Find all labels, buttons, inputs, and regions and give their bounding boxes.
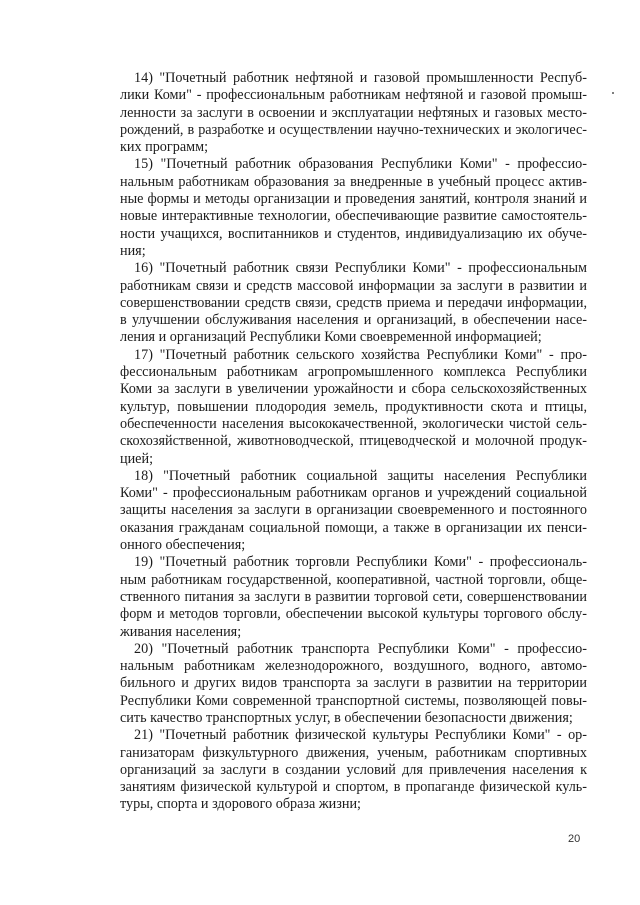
list-item xyxy=(120,641,587,727)
text-line: нальным работникам образования за внедренные в учебный процесс актив- xyxy=(120,173,587,190)
list-item xyxy=(120,156,587,260)
text-line: бильного и других видов транспорта за заслуги в развитии на территории xyxy=(120,675,587,692)
text-line: в улучшении обслуживания населения и организаций, в обеспечении насе- xyxy=(120,312,587,329)
text-line: ности учащихся, воспитанников и студентов, индивидуализацию их обуче- xyxy=(120,225,587,242)
text-line: скохозяйственной, животноводческой, птицеводческой и молочной продук- xyxy=(120,433,587,450)
text-line: защиты населения за заслуги в организации своевременного и постоянного xyxy=(120,502,587,519)
text-line: ственного питания за заслуги в развитии торговой сети, совершенствовании xyxy=(120,588,587,605)
text-line: 19) "Почетный работник торговли Республики Коми" - профессиональ- xyxy=(134,554,587,571)
text-line: 18) "Почетный работник социальной защиты населения Республики xyxy=(134,467,587,484)
text-line: Коми за заслуги в увеличении урожайности и сбора сельскохозяйственных xyxy=(120,381,587,398)
list-item xyxy=(120,468,587,554)
list-item xyxy=(120,554,587,640)
text-line: 16) "Почетный работник связи Республики Коми" - профессиональным xyxy=(134,260,587,277)
text-line: ганизаторам физкультурного движения, ученым, работникам спортивных xyxy=(120,744,587,761)
text-line: ния; xyxy=(120,242,146,259)
document-body xyxy=(120,70,587,814)
text-line: нальным работникам железнодорожного, воздушного, водного, автомо- xyxy=(120,658,587,675)
text-line: фессиональным работникам агропромышленного комплекса Республики xyxy=(120,364,587,381)
list-item xyxy=(120,260,587,346)
list-item xyxy=(120,347,587,468)
text-line: работникам связи и средств массовой информации за заслуги в развитии и xyxy=(120,277,587,294)
text-line: туры, спорта и здорового образа жизни; xyxy=(120,796,361,813)
page-number: 20 xyxy=(568,833,581,845)
list-item xyxy=(120,727,587,813)
text-line: обеспеченности населения высококачественной, экологически чистой сель- xyxy=(120,415,587,432)
text-line: ких программ; xyxy=(120,139,209,156)
text-line: ления и организаций Республики Коми своевременной информацией; xyxy=(120,329,542,346)
text-line: 17) "Почетный работник сельского хозяйства Республики Коми" - про- xyxy=(134,346,587,363)
text-line: культур, повышении плодородия земель, продуктивности скота и птицы, xyxy=(120,398,587,415)
text-line: рождений, в разработке и осуществлении научно-технических и экологичес- xyxy=(120,121,587,138)
text-line: онного обеспечения; xyxy=(120,537,246,554)
text-line: ные формы и методы организации и проведения занятий, контроля знаний и xyxy=(120,191,587,208)
text-line: цией; xyxy=(120,450,154,467)
text-line: ным работникам государственной, кооперативной, частной торговли, обще- xyxy=(120,571,587,588)
text-line: Республики Коми современной транспортной системы, позволяющей повы- xyxy=(120,692,587,709)
text-line: лики Коми" - профессиональным работникам нефтяной и газовой промыш- xyxy=(120,87,587,104)
text-line: 20) "Почетный работник транспорта Республики Коми" - профессио- xyxy=(134,640,587,657)
text-line: занятиям физической культурой и спортом, в пропаганде физической куль- xyxy=(120,779,587,796)
text-line: совершенствовании средств связи, средств приема и передачи информации, xyxy=(120,294,587,311)
text-line: форм и методов торговли, обеспечении высокой культуры торгового обслу- xyxy=(120,606,587,623)
text-line: оказания гражданам социальной помощи, а также в организации их пенси- xyxy=(120,519,587,536)
text-line: 21) "Почетный работник физической культуры Республики Коми" - ор- xyxy=(134,727,587,744)
text-line: Коми" - профессиональным работникам органов и учреждений социальной xyxy=(120,485,587,502)
text-line: 14) "Почетный работник нефтяной и газовой промышленности Респуб- xyxy=(134,70,587,86)
text-line: живания населения; xyxy=(120,623,242,640)
text-line: ленности за заслуги в освоении и эксплуатации нефтяных и газовых место- xyxy=(120,104,587,121)
text-line: новые интерактивные технологии, обеспечивающие развитие самостоятель- xyxy=(120,208,587,225)
scan-speck xyxy=(612,92,614,94)
list-item xyxy=(120,70,587,156)
text-line: 15) "Почетный работник образования Республики Коми" - профессио- xyxy=(134,156,587,173)
text-line: сить качество транспортных услуг, в обеспечении безопасности движения; xyxy=(120,709,573,726)
text-line: организаций за заслуги в создании условий для привлечения населения к xyxy=(120,761,587,778)
